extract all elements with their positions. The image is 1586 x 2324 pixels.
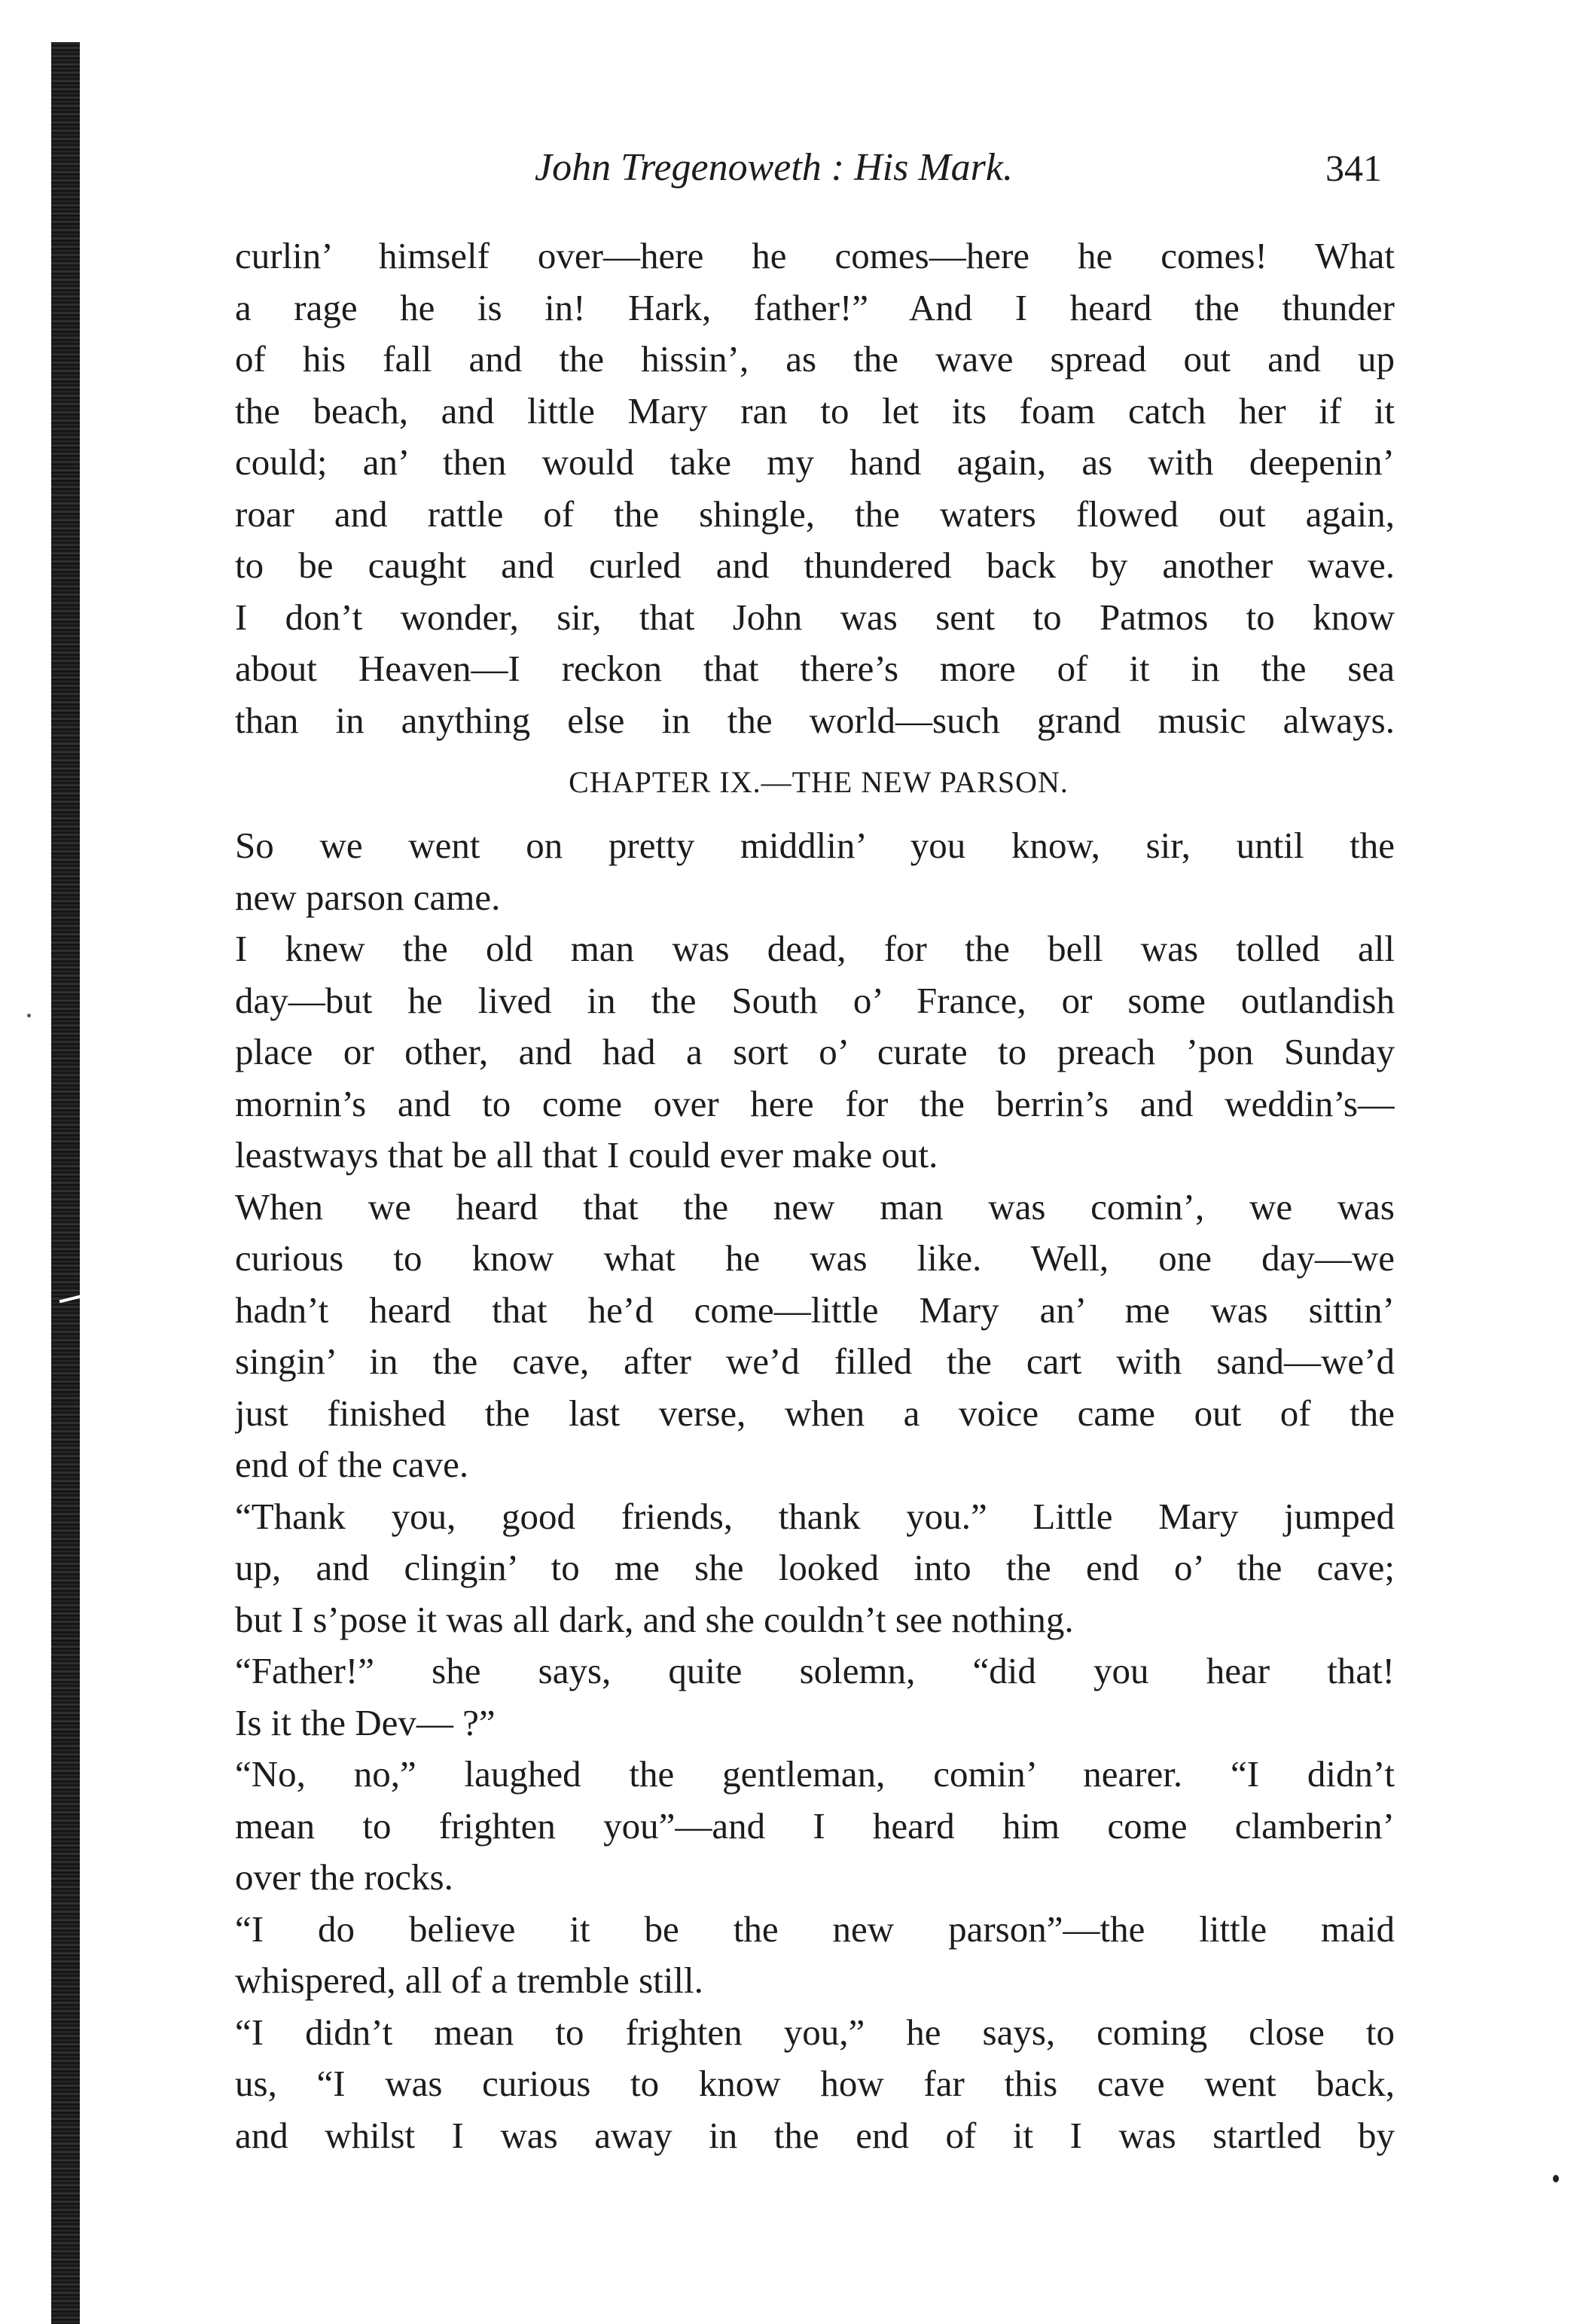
text-line: a rage he is in! Hark, father!” And I heard the thunder — [235, 286, 1395, 328]
text-line: So we went on pretty middlin’ you know, sir, until the — [235, 825, 1395, 866]
text-line: “Thank you, good friends, thank you.” Little Mary jumped — [235, 1495, 1395, 1537]
book-binding-edge — [51, 42, 80, 2324]
text-line: singin’ in the cave, after we’d filled the cart with sand—we’d — [235, 1340, 1395, 1382]
scan-speck — [1553, 2175, 1559, 2182]
page-body — [235, 230, 1395, 2161]
text-line: “Father!” she says, quite solemn, “did you hear that! — [235, 1650, 1395, 1691]
text-line: up, and clingin’ to me she looked into the end o’ the cave; — [235, 1547, 1395, 1588]
text-line: could; an’ then would take my hand again, as with deepenin’ — [235, 441, 1395, 483]
text-line: of his fall and the hissin’, as the wave spread out and up — [235, 338, 1395, 380]
text-line: I knew the old man was dead, for the bell was tolled all — [235, 928, 1395, 969]
text-line: mean to frighten you”—and I heard him come clamberin’ — [235, 1804, 1395, 1847]
text-line: Is it the Dev— ?” — [235, 1701, 496, 1743]
running-title: John Tregenoweth : His Mark. — [535, 146, 1013, 189]
text-line: but I s’pose it was all dark, and she couldn’t see nothing. — [235, 1598, 1074, 1640]
text-line: to be caught and curled and thundered back by another wave. — [235, 544, 1395, 586]
page-number: 341 — [1325, 147, 1382, 189]
text-line: place or other, and had a sort o’ curate to preach ’pon Sunday — [235, 1031, 1395, 1072]
text-line: hadn’t heard that he’d come—little Mary an’ me was sittin’ — [235, 1289, 1395, 1331]
text-line: mornin’s and to come over here for the berrin’s and weddin’s— — [235, 1082, 1395, 1124]
text-line: about Heaven—I reckon that there’s more of it in the sea — [235, 648, 1395, 689]
text-line: us, “I was curious to know how far this cave went back, — [235, 2063, 1395, 2104]
page-header — [0, 142, 1586, 194]
text-line: curious to know what he was like. Well, one day—we — [235, 1237, 1395, 1279]
text-line: over the rocks. — [235, 1856, 453, 1898]
text-line: just finished the last verse, when a voice came out of the — [235, 1392, 1395, 1434]
scan-speck — [27, 1014, 31, 1017]
text-line: When we heard that the new man was comin’, we was — [235, 1185, 1395, 1228]
text-line: the beach, and little Mary ran to let its foam catch her if it — [235, 389, 1395, 432]
text-line: day—but he lived in the South o’ France, or some outlandish — [235, 979, 1395, 1021]
text-line: leastways that be all that I could ever make out. — [235, 1134, 938, 1176]
text-line: than in anything else in the world—such grand music always. — [235, 699, 1395, 741]
text-line: curlin’ himself over—here he comes—here he comes! What — [235, 235, 1395, 276]
chapter-heading: CHAPTER IX.—THE NEW PARSON. — [569, 765, 1069, 799]
text-line: roar and rattle of the shingle, the waters flowed out again, — [235, 493, 1395, 535]
text-line: “No, no,” laughed the gentleman, comin’ nearer. “I didn’t — [235, 1753, 1395, 1795]
text-line: new parson came. — [235, 876, 501, 918]
text-line: whispered, all of a tremble still. — [235, 1960, 703, 2001]
text-line: I don’t wonder, sir, that John was sent to Patmos to know — [235, 596, 1395, 638]
text-line: end of the cave. — [235, 1444, 469, 1485]
text-line: “I do believe it be the new parson”—the little maid — [235, 1908, 1395, 1950]
text-line: “I didn’t mean to frighten you,” he says, coming close to — [235, 2011, 1395, 2053]
text-line: and whilst I was away in the end of it I was startled by — [235, 2114, 1395, 2156]
